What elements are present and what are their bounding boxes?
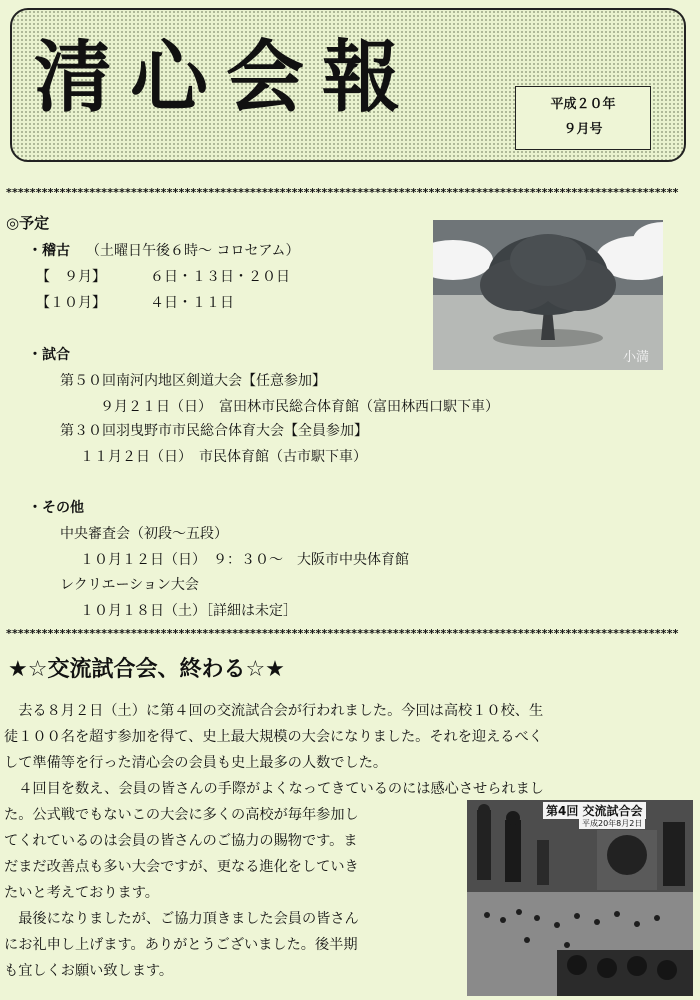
illustration-caption: 小満	[623, 350, 650, 365]
practice-oct-label: 【１０月】	[36, 295, 106, 311]
practice-sep-label: 【 ９月】	[36, 269, 106, 285]
issue-month: ９月号	[563, 122, 603, 137]
article-line: 最後になりましたが、ご協力頂きました会員の皆さん	[4, 911, 359, 927]
practice-label: ・稽古	[28, 243, 70, 259]
schedule-heading: ◎予定	[6, 214, 50, 232]
match1-detail: ９月２１日（日） 富田林市民総合体育館（富田林西口駅下車）	[100, 399, 499, 415]
article-line: ４回目を数え、会員の皆さんの手際がよくなってきているのには感心させられまし	[4, 781, 544, 797]
other1-detail: １０月１２日（日） ９：３０～ 大阪市中央体育館	[80, 552, 409, 568]
article-line: てくれているのは会員の皆さんのご協力の賜物です。ま	[4, 833, 358, 849]
photo-date: 平成20年8月2日	[579, 818, 645, 829]
match2-detail: １１月２日（日） 市民体育館（古市駅下車）	[80, 449, 367, 465]
practice-detail: （土曜日午後６時～ コロセアム）	[86, 243, 300, 259]
match2-name: 第３０回羽曳野市市民総合体育大会【全員参加】	[60, 423, 368, 439]
star-separator-top: *****************************************************************************************************************	[6, 186, 679, 199]
match1-name: 第５０回南河内地区剣道大会【任意参加】	[60, 373, 326, 389]
event-photo-collage	[467, 800, 693, 996]
other1-name: 中央審査会（初段～五段）	[60, 526, 228, 542]
issue-year: 平成２０年	[550, 97, 616, 112]
practice-oct-dates: ４日・１１日	[150, 295, 234, 311]
star-separator-bottom: *****************************************************************************************************************	[6, 627, 679, 640]
article-line: して準備等を行った清心会の会員も史上最多の人数でした。	[4, 755, 388, 771]
article-line: も宜しくお願い致します。	[4, 963, 174, 979]
article-line: 去る８月２日（土）に第４回の交流試合会が行われました。今回は高校１０校、生	[4, 703, 544, 719]
tree-illustration	[433, 220, 663, 370]
article-line: た。公式戦でもないこの大会に多くの高校が毎年参加し	[4, 807, 359, 823]
issue-date-box	[515, 86, 651, 150]
article-line: にお礼申し上げます。ありがとうございました。後半期	[4, 937, 358, 953]
photo-title: 第4回 交流試合会	[543, 802, 646, 819]
other2-name: レクリエーション大会	[60, 577, 199, 593]
newsletter-title: 清心会報	[34, 32, 419, 123]
practice-sep-dates: ６日・１３日・２０日	[150, 269, 290, 285]
masthead	[10, 8, 686, 162]
article-line: だまだ改善点も多い大会ですが、更なる進化をしていき	[4, 859, 359, 875]
match-label: ・試合	[28, 347, 70, 363]
article-headline: ★☆交流試合会、終わる☆★	[8, 657, 285, 682]
article-line: たいと考えております。	[4, 885, 159, 901]
article-line: 徒１００名を超す参加を得て、史上最大規模の大会になりました。それを迎えるべく	[4, 729, 543, 745]
other2-detail: １０月１８日（土）［詳細は未定］	[80, 603, 297, 619]
other-label: ・その他	[28, 500, 84, 516]
